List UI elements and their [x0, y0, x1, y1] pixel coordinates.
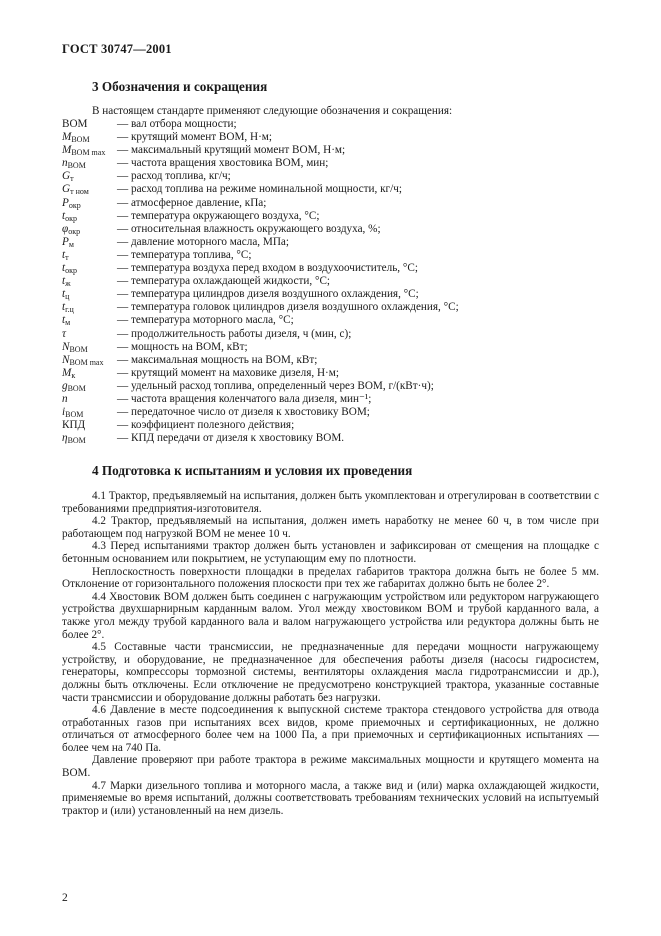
definition-row — [62, 275, 622, 288]
definition-symbol — [62, 314, 70, 327]
definition-row — [62, 393, 622, 406]
definition-text: — продолжительность работы дизеля, ч (мин, с); — [117, 327, 352, 340]
symbol-subscript: окр — [65, 213, 77, 223]
section-3-title: 3 Обозначения и сокращения — [92, 79, 268, 94]
definition-row — [62, 197, 622, 210]
symbol-subscript: к — [71, 370, 76, 380]
symbol-base: t — [62, 209, 66, 222]
definition-text: — частота вращения хвостовика ВОМ, мин; — [117, 157, 329, 170]
paragraph: Неплоскостность поверхности площадки в пределах габаритов трактора должна быть не более 5 мм. Отклонение от горизонтального положения плоскости при тех же габаритах должно быть не более 2°. — [62, 565, 599, 591]
definition-text: — расход топлива на режиме номинальной мощности, кг/ч; — [117, 183, 402, 196]
definition-row — [62, 223, 622, 236]
definition-row — [62, 144, 622, 157]
definition-row — [62, 419, 622, 432]
definition-text: — максимальная мощность на ВОМ, кВт; — [117, 353, 318, 366]
symbol-subscript: окр — [68, 226, 81, 236]
symbol-base: P — [62, 235, 69, 248]
definition-symbol — [62, 354, 103, 367]
definition-text: — относительная влажность окружающего воздуха, %; — [117, 222, 381, 235]
paragraph: 4.3 Перед испытаниями трактор должен быть установлен и зафиксирован от смещения на площадке с бетонным основанием или покрытием, не уступающим ему по плотности. — [62, 540, 599, 565]
definition-text: — температура головок цилиндров дизеля воздушного охлаждения, °С; — [117, 301, 459, 314]
definition-text: — атмосферное давление, кПа; — [117, 196, 267, 209]
paragraph: 4.1 Трактор, предъявляемый на испытания, должен быть укомплектован и отрегулирован в соответствии с требованиями предприятия-изготовителя. — [62, 490, 599, 515]
definition-row — [62, 432, 622, 445]
definition-symbol — [62, 432, 86, 445]
definition-text: — температура окружающего воздуха, °С; — [117, 209, 320, 222]
definition-text: — крутящий момент на маховике дизеля, Н·м; — [117, 366, 339, 379]
definition-symbol — [62, 406, 83, 419]
definition-text: — коэффициент полезного действия; — [117, 419, 295, 432]
definition-symbol — [62, 380, 86, 393]
definition-row — [62, 236, 622, 249]
definition-symbol — [62, 118, 88, 131]
symbol-subscript: ВОМ — [67, 436, 86, 446]
symbol-subscript: ж — [65, 279, 71, 289]
definition-row — [62, 301, 622, 314]
definition-row — [62, 354, 622, 367]
definition-symbol — [62, 131, 90, 144]
definition-symbol — [62, 144, 105, 157]
symbol-base: t — [62, 262, 66, 275]
symbol-subscript: м — [65, 318, 71, 328]
definition-symbol — [62, 328, 66, 341]
section-4-title: 4 Подготовка к испытаниям и условия их проведения — [92, 463, 413, 478]
definition-symbol — [62, 183, 89, 196]
definition-symbol — [62, 275, 71, 288]
definition-text: — передаточное число от дизеля к хвостовику ВОМ; — [117, 406, 370, 419]
paragraph: 4.6 Давление в месте подсоединения к выпускной системе трактора стендового устройства для отвода отработанных газов при испытаниях всех видов, кроме приемочных и сертификационных, не должно отличаться от атмосферного более чем на 1000 Па, а при приемочных и сертификационных испытаниях — более чем на 740 Па. — [62, 704, 599, 754]
section-4-body — [62, 490, 599, 817]
definitions-list — [62, 118, 622, 445]
definition-row — [62, 367, 622, 380]
definition-row — [62, 170, 622, 183]
symbol-subscript: т — [70, 174, 74, 184]
definition-row — [62, 341, 622, 354]
definition-row — [62, 262, 622, 275]
definition-symbol — [62, 210, 77, 223]
symbol-base: M — [62, 366, 72, 379]
symbol-subscript: окр — [65, 266, 77, 276]
definition-text: — температура моторного масла, °С; — [117, 314, 294, 327]
definition-symbol — [62, 236, 74, 249]
definition-row — [62, 380, 622, 393]
symbol-base: τ — [62, 327, 67, 340]
symbol-base: t — [62, 314, 66, 327]
definition-symbol — [62, 341, 88, 354]
symbol-base: P — [62, 196, 69, 209]
symbol-base: g — [62, 379, 68, 392]
symbol-base: n — [62, 157, 68, 170]
symbol-subscript: ц — [65, 292, 70, 302]
definition-row — [62, 183, 622, 196]
definition-text: — давление моторного масла, МПа; — [117, 235, 289, 248]
definition-text: — вал отбора мощности; — [117, 118, 237, 130]
symbol-base: t — [62, 301, 66, 314]
definition-text: — температура охлаждающей жидкости, °С; — [117, 275, 331, 288]
symbol-base: η — [62, 432, 68, 445]
symbol-base: i — [62, 406, 66, 419]
symbol-subscript: ВОМ — [69, 344, 88, 354]
paragraph: 4.7 Марки дизельного топлива и моторного масла, а также вид и (или) марка охлаждающей жидкости, применяемые во время испытаний, должны соответствовать требованиям технических условий на испытуемый трактор и (или) установленный на нем дизель. — [62, 779, 599, 817]
definition-symbol — [62, 301, 74, 314]
definition-symbol — [62, 367, 75, 380]
definition-row — [62, 314, 622, 327]
definition-text: — температура воздуха перед входом в воздухоочиститель, °С; — [117, 262, 418, 275]
symbol-base: ВОМ — [62, 118, 88, 130]
symbol-subscript: м — [68, 239, 74, 249]
symbol-subscript: ВОМ max — [71, 148, 106, 158]
definition-text: — КПД передачи от дизеля к хвостовику ВОМ. — [117, 432, 345, 445]
definition-row — [62, 210, 622, 223]
paragraph: 4.4 Хвостовик ВОМ должен быть соединен с нагружающим устройством или редуктором нагружающего устройства двухшарнирным карданным валом. Угол между хвостовиком ВОМ и трубой карданного вала, а также угол между трубой карданного вала и валом нагружающего устройства или редуктора должны быть не более 2°. — [62, 590, 599, 641]
definition-symbol — [62, 170, 74, 183]
definition-symbol — [62, 262, 77, 275]
symbol-base: G — [62, 170, 71, 183]
definition-text: — расход топлива, кг/ч; — [117, 170, 231, 183]
symbol-base: N — [62, 353, 70, 366]
definition-symbol — [62, 393, 68, 406]
symbol-base: t — [62, 248, 66, 261]
standard-header: ГОСТ 30747—2001 — [62, 42, 172, 56]
paragraph: 4.2 Трактор, предъявляемый на испытания, должен иметь наработку не менее 60 ч, в том числе при работающем под нагрузкой ВОМ не менее 10 ч. — [62, 515, 599, 540]
symbol-subscript: ВОМ — [67, 383, 86, 393]
definition-text: — максимальный крутящий момент ВОМ, Н·м; — [117, 144, 346, 157]
definition-symbol — [62, 223, 80, 236]
paragraph: 4.5 Составные части трансмиссии, не предназначенные для передачи мощности нагружающему устройству, и оборудование, не предназначенное для обеспечения работы дизеля (насосы гидросистем, генераторы, компрессоры тормозной системы, вентиляторы охлаждения масла гидротрансмиссии и др.), должны быть отключены. Если отключение не предусмотрено конструкцией трактора, указанные составные части трансмиссии и оборудование должны работать без нагрузки. — [62, 641, 599, 704]
definition-symbol — [62, 249, 69, 262]
symbol-base: G — [62, 183, 71, 196]
definition-symbol — [62, 157, 86, 170]
definition-text: — температура цилиндров дизеля воздушного охлаждения, °С; — [117, 288, 419, 301]
paragraph: Давление проверяют при работе трактора в режиме максимальных мощности и крутящего момента на ВОМ. — [62, 754, 599, 780]
symbol-base: φ — [62, 222, 69, 235]
symbol-subscript: т — [65, 252, 69, 262]
definition-row — [62, 249, 622, 262]
definition-text: — удельный расход топлива, определенный через ВОМ, г/(кВт·ч); — [117, 379, 434, 392]
symbol-base: t — [62, 275, 66, 288]
symbol-base: n — [62, 392, 68, 405]
definition-text: — мощность на ВОМ, кВт; — [117, 340, 248, 353]
symbol-base: КПД — [62, 419, 86, 432]
section-3-intro: В настоящем стандарте применяют следующие обозначения и сокращения: — [92, 105, 453, 117]
symbol-subscript: г.ц — [65, 305, 74, 315]
symbol-subscript: ВОМ — [67, 161, 86, 171]
definition-row — [62, 157, 622, 170]
symbol-subscript: ВОМ — [65, 410, 84, 420]
definition-symbol — [62, 197, 81, 210]
symbol-base: M — [62, 131, 72, 144]
definition-symbol — [62, 288, 69, 301]
symbol-subscript: окр — [68, 200, 81, 210]
symbol-base: M — [62, 144, 72, 157]
definition-text: — частота вращения коленчатого вала дизеля, мин⁻¹; — [117, 392, 372, 405]
definition-text: — температура топлива, °С; — [117, 248, 252, 261]
symbol-subscript: ВОМ — [71, 135, 90, 145]
definition-row — [62, 288, 622, 301]
page-number: 2 — [62, 892, 68, 904]
definition-symbol — [62, 419, 85, 432]
symbol-base: t — [62, 288, 66, 301]
symbol-base: N — [62, 340, 70, 353]
definition-row — [62, 328, 622, 341]
definition-row — [62, 131, 622, 144]
definition-row — [62, 406, 622, 419]
definition-text: — крутящий момент ВОМ, Н·м; — [117, 131, 272, 144]
definition-row — [62, 118, 622, 131]
symbol-subscript: ВОМ max — [69, 357, 104, 367]
symbol-subscript: т ном — [70, 187, 89, 197]
